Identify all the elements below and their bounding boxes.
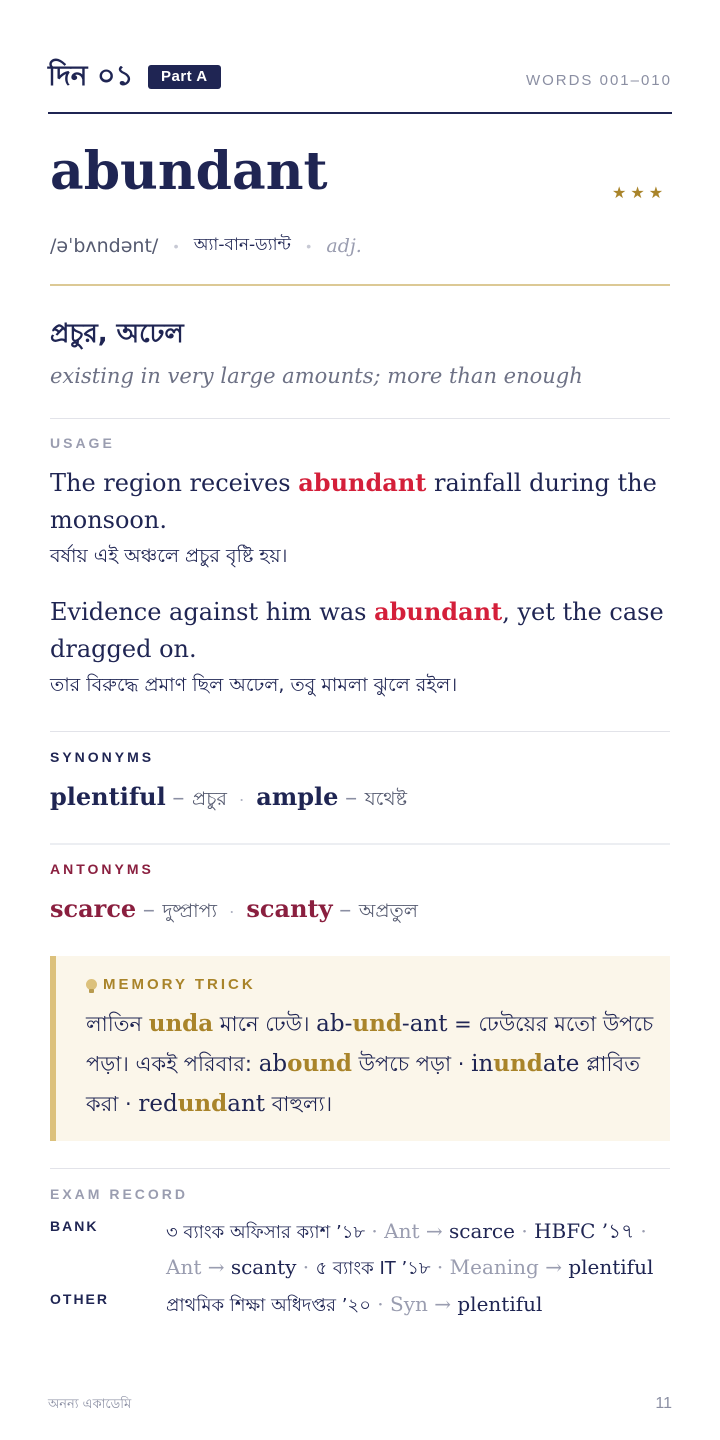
- exam-category: BANK: [50, 1218, 99, 1234]
- highlighted-word: abundant: [298, 468, 427, 497]
- exam-question-type: Ant →: [384, 1219, 443, 1243]
- memory-root: und: [352, 1010, 402, 1037]
- separator-dot: •: [173, 238, 179, 254]
- highlighted-word: abundant: [374, 597, 503, 626]
- exam-question-type: Syn →: [390, 1292, 452, 1316]
- exam-answer: scanty: [230, 1255, 297, 1279]
- memory-root: und: [493, 1050, 543, 1077]
- memory-text: প্লাবিত করা ·: [86, 1052, 640, 1116]
- memory-text: উপচে পড়া ·: [352, 1052, 472, 1076]
- synonym-word: ample: [256, 782, 339, 811]
- memory-text: বাহুল্য।: [265, 1092, 333, 1116]
- pronunciation-row: [50, 232, 362, 260]
- usage-label: USAGE: [50, 435, 115, 451]
- usage-example: [50, 464, 672, 573]
- divider: [50, 1168, 670, 1169]
- synonym-gloss: যথেষ্ট: [364, 788, 407, 810]
- exam-source: ৩ ব্যাংক অফিসার ক্যাশ ’১৮: [166, 1222, 366, 1243]
- memory-text: ate: [542, 1051, 580, 1077]
- usage-text: , yet the case dragged on.: [50, 598, 664, 663]
- memory-text: মানে ঢেউ।: [213, 1012, 317, 1036]
- divider: [50, 843, 670, 845]
- memory-text: -ant: [401, 1011, 448, 1037]
- memory-trick-text: [86, 1004, 656, 1124]
- usage-example: [50, 593, 672, 702]
- usage-english: [50, 464, 672, 539]
- publisher-name: অনন্য একাডেমি: [48, 1397, 132, 1412]
- usage-bangla: তার বিরুদ্ধে প্রমাণ ছিল অঢেল, তবু মামলা ঝুলে রইল।: [50, 674, 458, 696]
- exam-record-label: EXAM RECORD: [50, 1186, 189, 1202]
- bangla-meaning: প্রচুর, অঢেল: [50, 319, 184, 349]
- exam-record-bank: [50, 1214, 670, 1284]
- english-definition: existing in very large amounts; more than enough: [50, 364, 583, 388]
- memory-trick-label: [86, 976, 256, 993]
- synonyms-label: SYNONYMS: [50, 749, 155, 765]
- memory-root: unda: [148, 1010, 214, 1037]
- usage-english: [50, 593, 672, 668]
- usage-bangla: বর্ষায় এই অঞ্চলে প্রচুর বৃষ্টি হয়।: [50, 545, 288, 567]
- exam-source: ৫ ব্যাংক IT ’১৮: [315, 1258, 431, 1279]
- page-header: [48, 56, 672, 114]
- usage-text: Evidence against him was: [50, 598, 375, 626]
- separator-dot: •: [306, 238, 312, 254]
- synonyms-list: plentiful – প্রচুর · ample – যথেষ্ট: [50, 782, 407, 811]
- part-badge: Part A: [148, 65, 221, 89]
- exam-entries: প্রাথমিক শিক্ষা অধিদপ্তর ’২০ · Syn → plentiful: [166, 1292, 543, 1316]
- memory-text: red: [138, 1091, 178, 1117]
- memory-text: ab-: [316, 1011, 353, 1037]
- memory-text: = ঢেউয়ের মতো উপচে পড়া। একই পরিবার:: [86, 1012, 654, 1076]
- exam-answer: scarce: [448, 1219, 515, 1243]
- difficulty-stars: ★★★: [612, 185, 668, 202]
- antonyms-list: scarce – দুষ্প্রাপ্য · scanty – অপ্রতুল: [50, 894, 418, 923]
- exam-question-type: Ant →: [166, 1255, 225, 1279]
- memory-text: লাতিন: [86, 1012, 149, 1036]
- memory-text: in: [471, 1051, 494, 1077]
- ipa-pronunciation: /əˈbʌndənt/: [50, 235, 159, 257]
- antonym-word: scanty: [246, 894, 333, 923]
- exam-question-type: Meaning →: [449, 1255, 562, 1279]
- page-number: 11: [655, 1395, 672, 1412]
- memory-root: und: [177, 1090, 228, 1117]
- usage-text: rainfall during the monsoon.: [50, 469, 657, 534]
- lightbulb-icon: [86, 979, 97, 990]
- exam-category: OTHER: [50, 1291, 109, 1307]
- exam-source: HBFC ’১৭: [534, 1219, 635, 1243]
- antonym-gloss: দুষ্প্রাপ্য: [162, 900, 218, 922]
- memory-trick-box: [50, 956, 670, 1141]
- exam-entries: ৩ ব্যাংক অফিসার ক্যাশ ’১৮ · Ant → scarce · HBFC ’১৭ · Ant → scanty · ৫ ব্যাংক IT ’১৮ · Meaning → plentiful: [166, 1219, 654, 1279]
- exam-answer: plentiful: [457, 1292, 543, 1316]
- memory-root: ound: [287, 1050, 352, 1077]
- exam-source: প্রাথমিক শিক্ষা অধিদপ্তর ’২০: [166, 1295, 371, 1316]
- antonym-word: scarce: [50, 894, 137, 923]
- antonym-gloss: অপ্রতুল: [358, 900, 418, 922]
- exam-record-other: [50, 1287, 670, 1323]
- synonym-word: plentiful: [50, 782, 166, 811]
- part-of-speech: adj.: [326, 235, 362, 257]
- synonym-gloss: প্রচুর: [192, 788, 227, 810]
- usage-text: The region receives: [50, 469, 299, 497]
- memory-text: ant: [227, 1091, 266, 1117]
- divider: [50, 284, 670, 286]
- memory-text: ab: [258, 1051, 288, 1077]
- antonyms-label: ANTONYMS: [50, 861, 154, 877]
- divider: [50, 418, 670, 419]
- words-range: WORDS 001–010: [525, 72, 672, 89]
- divider: [50, 731, 670, 732]
- exam-answer: plentiful: [568, 1255, 654, 1279]
- memory-trick-title: MEMORY TRICK: [103, 976, 256, 993]
- bangla-pronunciation: অ্যা-বান-ড্যান্ট: [193, 235, 291, 255]
- day-title: দিন ০১: [48, 59, 134, 92]
- headword: abundant: [50, 141, 328, 202]
